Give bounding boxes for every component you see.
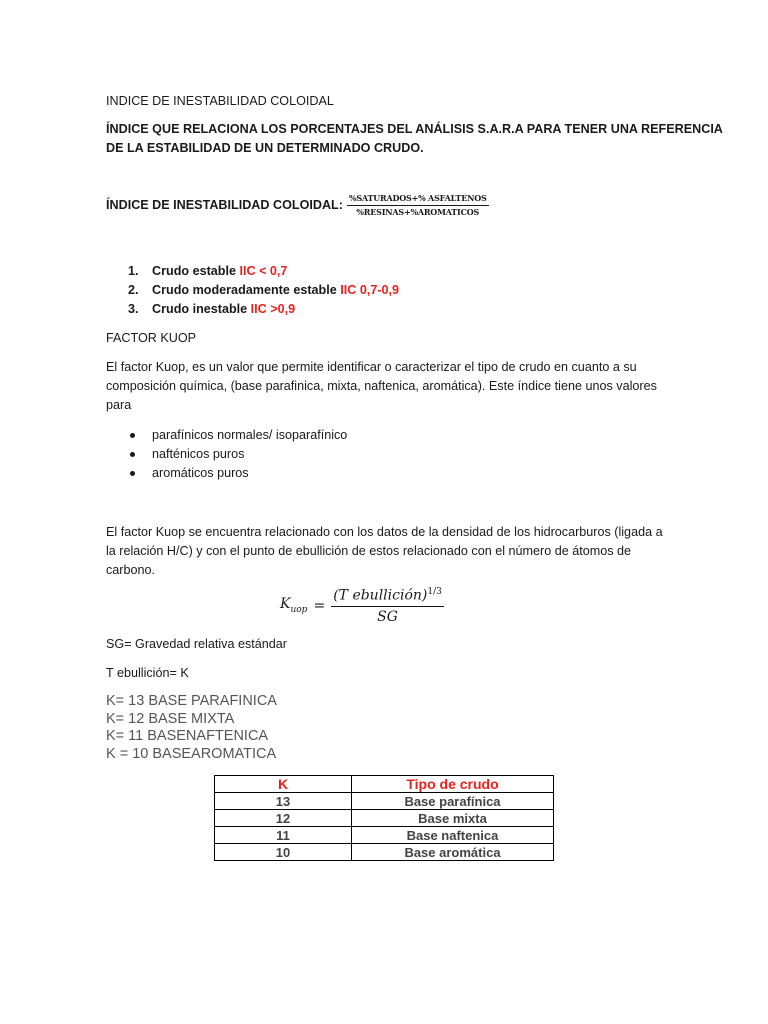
list-item: parafínicos normales/ isoparafínico — [128, 426, 347, 445]
definition-line-1: ÍNDICE QUE RELACIONA LOS PORCENTAJES DEL ANÁLISIS S.A.R.A PARA TENER UNA REFERENCIA — [106, 122, 723, 136]
table-row: 12 Base mixta — [215, 810, 554, 827]
list-item: nafténicos puros — [128, 445, 347, 464]
bullet-icon — [130, 452, 135, 457]
kuop-heading: FACTOR KUOP — [106, 331, 197, 345]
t-definition: T ebullición= K — [106, 666, 189, 680]
sg-definition: SG= Gravedad relativa estándar — [106, 637, 287, 651]
kuop-paragraph: El factor Kuop, es un valor que permite identificar o caracterizar el tipo de crudo en cuanto a su composición química, (base parafinica, mixta, naftenica, aromática). Este índice tiene unos valores para — [106, 360, 657, 412]
table-header-row — [215, 776, 554, 793]
relation-paragraph: El factor Kuop se encuentra relacionado con los datos de la densidad de los hidrocarburos (ligada a la relación H/C) y con el punto de ebullición de estos relacionado con el número de átomos de carbono. — [106, 525, 663, 577]
kuop-equation: $K_{uop}$ = (T ebullición)$^{1/3}$ SG — [280, 587, 442, 625]
equation-fraction: (T ebullición)$^{1/3}$ SG — [333, 587, 442, 625]
k-values — [106, 693, 277, 763]
k-value-line: K= 13 BASE PARAFINICA — [106, 693, 277, 709]
definition-line-2: DE LA ESTABILIDAD DE UN DETERMINADO CRUDO. — [106, 141, 424, 155]
bullet-list — [128, 426, 347, 483]
k-value-line: K= 12 BASE MIXTA — [106, 710, 235, 727]
formula — [106, 193, 489, 218]
formula-label: ÍNDICE DE INESTABILIDAD COLOIDAL: — [106, 198, 343, 212]
table-header-cell: Tipo de crudo — [352, 776, 554, 793]
table-header-cell: K — [215, 776, 352, 793]
formula-denominator: %RESINAS+%AROMATICOS — [356, 207, 480, 217]
equation-lhs: $K_{uop}$ — [280, 596, 308, 616]
list-item: aromáticos puros — [128, 464, 347, 483]
table-row: 11 Base naftenica — [215, 827, 554, 844]
section-heading: INDICE DE INESTABILIDAD COLOIDAL — [106, 94, 334, 108]
formula-fraction — [347, 193, 489, 218]
list-item: 3. Crudo inestable IIC >0,9 — [128, 302, 296, 316]
k-value-line: K= 11 BASENAFTENICA — [106, 728, 269, 744]
formula-numerator: %SATURADOS+% ASFALTENOS — [347, 193, 489, 206]
table-row: 10 Base aromática — [215, 844, 554, 861]
list-item: 1. Crudo estable IIC < 0,7 — [128, 264, 288, 278]
list-item: 2. Crudo moderadamente estable IIC 0,7-0,9 — [128, 283, 400, 297]
k-value-line: K = 10 BASEAROMATICA — [106, 745, 277, 762]
k-table — [214, 775, 554, 861]
stability-list — [128, 262, 399, 319]
bullet-icon — [130, 471, 135, 476]
table-row: 13 Base parafínica — [215, 793, 554, 810]
bullet-icon — [130, 433, 135, 438]
